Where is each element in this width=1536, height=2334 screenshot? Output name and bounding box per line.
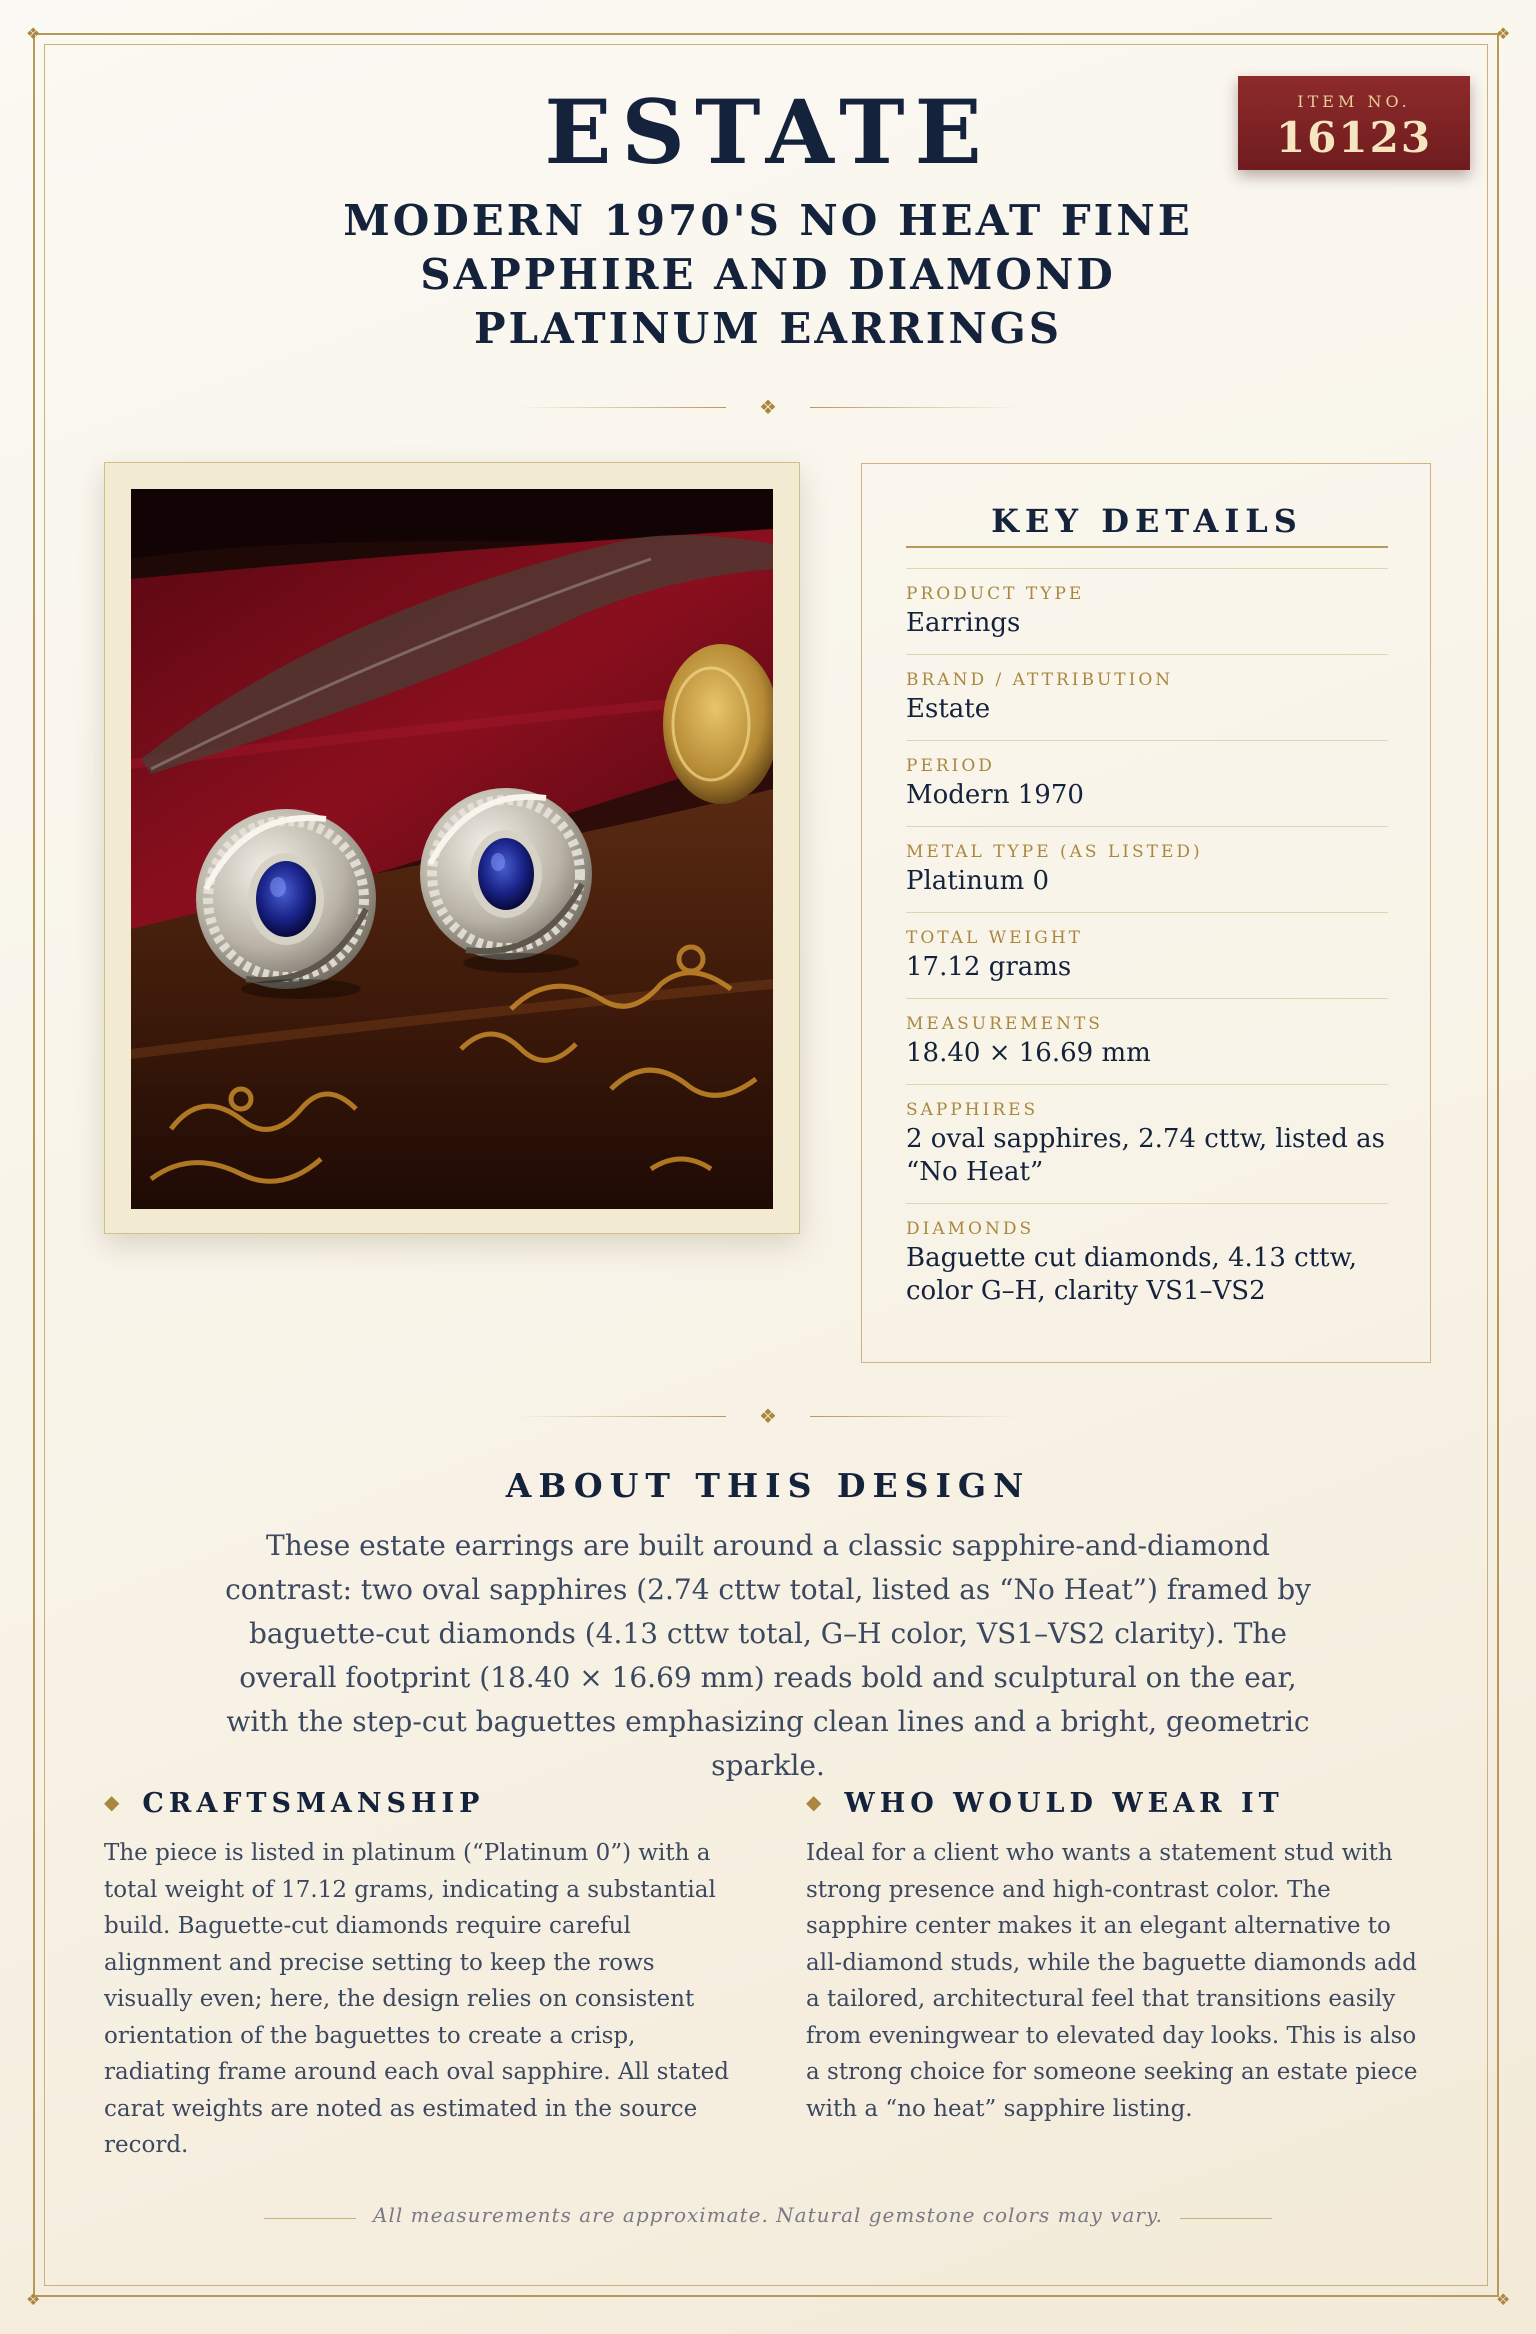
- key-details-panel: [861, 463, 1431, 1363]
- ornamental-divider: [516, 1404, 1020, 1428]
- detail-label: BRAND / ATTRIBUTION: [906, 670, 1174, 690]
- detail-value: Modern 1970: [906, 780, 1084, 810]
- detail-value: Earrings: [906, 608, 1021, 638]
- detail-label: METAL TYPE (AS LISTED): [906, 842, 1203, 862]
- diamond-bullet-icon: ◆: [806, 1790, 827, 1814]
- detail-row-total-weight: [906, 912, 1388, 998]
- item-number-badge: [1238, 76, 1470, 170]
- ornamental-divider: [516, 395, 1020, 419]
- item-number-value: 16123: [1275, 113, 1433, 162]
- page-title: MODERN 1970'S NO HEAT FINE SAPPHIRE AND DIAMOND PLATINUM EARRINGS: [343, 196, 1193, 353]
- detail-label: SAPPHIRES: [906, 1100, 1039, 1120]
- detail-row-metal-type: [906, 826, 1388, 912]
- corner-ornament-icon: ❖: [1496, 24, 1511, 43]
- item-number-label: ITEM NO.: [1297, 92, 1411, 111]
- detail-value: Platinum 0: [906, 866, 1050, 896]
- wearer-text: Ideal for a client who wants a statement stud with strong presence and high-contrast color. The sapphire center makes it an elegant alternative to all-diamond studs, while the baguette diamonds add a tailored, architectural feel that transitions easily from eveningwear to elevated day looks. This is also a strong choice for someone seeking an estate piece with a “no heat” sapphire listing.: [806, 1840, 1418, 2122]
- craftsmanship-heading: [104, 1786, 732, 1823]
- detail-label: PERIOD: [906, 756, 995, 776]
- diamond-ornament-icon: ❖: [759, 395, 777, 419]
- detail-value: Baguette cut diamonds, 4.13 cttw, color G–H, clarity VS1–VS2: [906, 1243, 1358, 1306]
- product-photo: [131, 489, 773, 1209]
- wearer-heading-text: WHO WOULD WEAR IT: [844, 1788, 1284, 1819]
- footnote-text: All measurements are approximate. Natural gemstone colors may vary.: [373, 2203, 1163, 2227]
- craftsmanship-heading-text: CRAFTSMANSHIP: [142, 1788, 485, 1819]
- corner-ornament-icon: ❖: [1496, 2290, 1511, 2309]
- detail-row-brand: [906, 654, 1388, 740]
- key-details-rule: [906, 546, 1388, 548]
- about-text: These estate earrings are built around a classic sapphire-and-diamond contrast: two oval sapphires (2.74 cttw total, listed as “No Heat”) framed by baguette-cut diamonds (4.13 cttw total, G–H color, VS1–VS2 clarity). The overall footprint (18.40 × 16.69 mm) reads bold and sculptural on the ear, with the step-cut baguettes emphasizing clean lines and a bright, geometric sparkle.: [225, 1529, 1311, 1782]
- detail-row-diamonds: [906, 1203, 1388, 1322]
- detail-row-period: [906, 740, 1388, 826]
- detail-label: DIAMONDS: [906, 1219, 1035, 1239]
- detail-label: MEASUREMENTS: [906, 1014, 1103, 1034]
- detail-label: TOTAL WEIGHT: [906, 928, 1083, 948]
- detail-value: 17.12 grams: [906, 952, 1072, 982]
- who-would-wear-it-section: [806, 1786, 1434, 2127]
- detail-value: 2 oval sapphires, 2.74 cttw, listed as “No Heat”: [906, 1124, 1385, 1187]
- detail-row-sapphires: [906, 1084, 1388, 1203]
- diamond-ornament-icon: ❖: [759, 1404, 777, 1428]
- corner-ornament-icon: ❖: [26, 2290, 41, 2309]
- key-details-heading: KEY DETAILS: [991, 502, 1303, 540]
- detail-row-measurements: [906, 998, 1388, 1084]
- craftsmanship-text: The piece is listed in platinum (“Platinum 0”) with a total weight of 17.12 grams, indicating a substantial build. Baguette-cut diamonds require careful alignment and precise setting to keep the rows visually even; here, the design relies on consistent orientation of the baguettes to create a crisp, radiating frame around each oval sapphire. All stated carat weights are noted as estimated in the source record.: [104, 1840, 729, 2158]
- diamond-bullet-icon: ◆: [104, 1790, 125, 1814]
- detail-label: PRODUCT TYPE: [906, 584, 1085, 604]
- detail-value: Estate: [906, 694, 991, 724]
- detail-value: 18.40 × 16.69 mm: [906, 1038, 1151, 1068]
- brand-heading: ESTATE: [544, 80, 992, 184]
- product-photo-frame: [104, 462, 800, 1234]
- detail-row-product-type: [906, 568, 1388, 654]
- craftsmanship-section: [104, 1786, 732, 2164]
- key-details-list: [906, 568, 1388, 1322]
- wearer-heading: [806, 1786, 1434, 1823]
- corner-ornament-icon: ❖: [26, 24, 41, 43]
- about-heading: ABOUT THIS DESIGN: [505, 1466, 1031, 1505]
